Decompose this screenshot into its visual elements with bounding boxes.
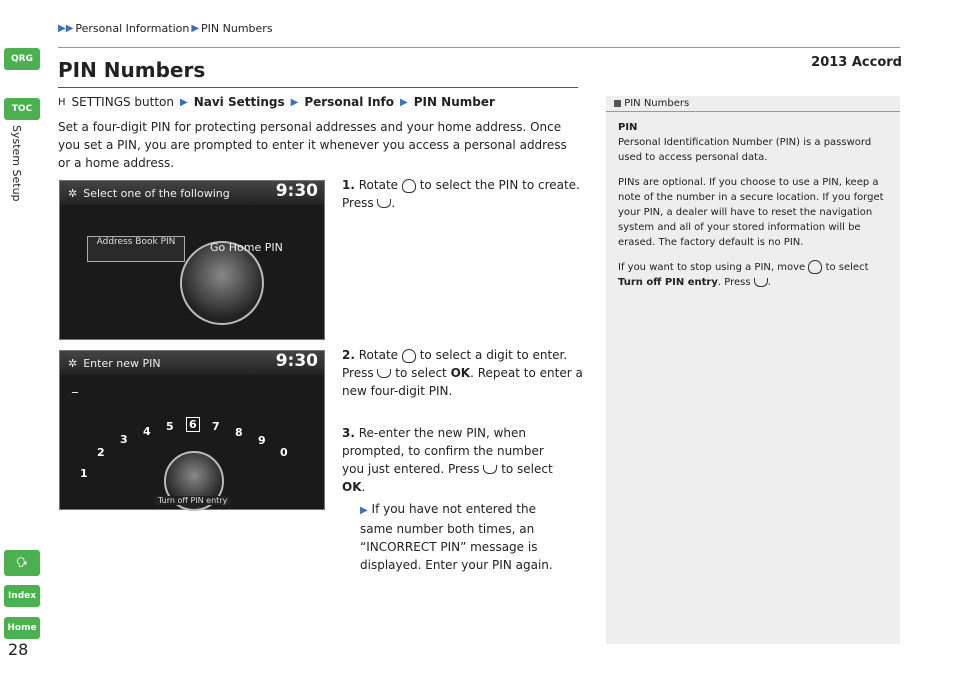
step-number: 2. xyxy=(342,348,355,362)
digit-key[interactable]: 4 xyxy=(143,425,151,438)
enter-press-icon xyxy=(377,199,391,208)
digit-key[interactable]: 8 xyxy=(235,426,243,439)
screen-header-text: Select one of the following xyxy=(83,186,230,200)
home-tab[interactable]: Home xyxy=(4,617,40,639)
step-2 xyxy=(342,346,586,400)
interface-dial-icon xyxy=(402,349,416,363)
digit-key[interactable]: 5 xyxy=(166,420,174,433)
index-tab[interactable]: Index xyxy=(4,585,40,607)
interface-dial-down-icon xyxy=(808,260,822,274)
qrg-tab[interactable]: QRG xyxy=(4,48,40,70)
interface-dial-icon xyxy=(402,179,416,193)
clock: 9:30 xyxy=(275,351,318,371)
step-text: to select a digit to enter. Press xyxy=(342,348,568,380)
section-label: System Setup xyxy=(10,125,23,202)
voice-command-icon: 🗣 xyxy=(16,558,28,568)
page-number: 28 xyxy=(8,640,29,659)
triangle-right-icon: ▶ xyxy=(191,23,200,34)
digit-key[interactable]: 7 xyxy=(212,420,220,433)
pin-cursor: _ xyxy=(72,379,78,393)
note-body xyxy=(606,112,900,298)
voice-tab[interactable] xyxy=(4,550,40,576)
step-3-substep xyxy=(360,500,570,574)
path-start: SETTINGS button xyxy=(71,95,175,109)
enter-press-icon xyxy=(483,465,497,474)
step-text: Rotate xyxy=(358,348,399,362)
enter-press-icon xyxy=(377,369,391,378)
digit-key[interactable]: 2 xyxy=(97,446,105,459)
gear-icon: ✲ xyxy=(68,356,78,370)
step-text: Re-enter the new PIN, when prompted, to confirm the number you just entered. Press xyxy=(342,426,544,476)
step-number: 1. xyxy=(342,178,355,192)
note-panel xyxy=(606,96,900,644)
path-item: PIN Number xyxy=(413,95,495,109)
turn-off-pin-label: Turn off PIN entry xyxy=(618,277,718,288)
note-header-text: PIN Numbers xyxy=(624,98,690,109)
step-text: . xyxy=(361,480,366,494)
model-name: 2013 Accord xyxy=(811,55,902,70)
ok-label: OK xyxy=(450,366,471,380)
gear-icon: ✲ xyxy=(68,186,78,200)
step-text: to select the PIN to create. Press xyxy=(342,178,580,210)
note-title: PIN xyxy=(618,122,638,133)
toc-tab[interactable]: TOC xyxy=(4,98,40,120)
step-text: to select xyxy=(501,462,553,476)
path-item: Navi Settings xyxy=(193,95,285,109)
note-paragraph-stop xyxy=(618,260,888,290)
enter-press-icon xyxy=(754,278,768,287)
ok-label: OK xyxy=(342,480,362,494)
note-paragraph: PINs are optional. If you choose to use a PIN, keep a note of the number in a secure location. If you forget your PIN, a dealer will have to reset the navigation system and all of your stored information will be erased. The factory default is no PIN. xyxy=(618,177,884,248)
note-text: to select xyxy=(825,262,869,273)
note-text: . xyxy=(767,277,771,288)
note-text: If you want to stop using a PIN, move xyxy=(618,262,806,273)
step-number: 3. xyxy=(342,426,355,440)
triangle-right-icon: ▶ xyxy=(180,96,188,108)
page-title: PIN Numbers xyxy=(58,58,206,82)
step-text: to select xyxy=(395,366,447,380)
triangle-right-icon: ▶ xyxy=(399,96,408,108)
digit-key[interactable]: 1 xyxy=(80,467,88,480)
path-item: Personal Info xyxy=(304,95,394,109)
header-divider xyxy=(58,47,900,48)
triangle-right-icon: ▶ xyxy=(290,96,299,108)
clock: 9:30 xyxy=(275,181,318,201)
screen-select-pin xyxy=(59,180,325,340)
digit-key[interactable]: 3 xyxy=(120,433,128,446)
intro-paragraph: Set a four-digit PIN for protecting personal addresses and your home address. Once you set a PIN, you are prompted to enter it whenever you access a personal address or a home address. xyxy=(58,120,567,170)
substep-text: If you have not entered the same number both times, an “INCORRECT PIN” message is displayed. Enter your PIN again. xyxy=(360,502,553,572)
screen-header-text: Enter new PIN xyxy=(83,356,161,370)
step-3 xyxy=(342,424,562,496)
turn-off-pin-button[interactable]: Turn off PIN entry xyxy=(155,496,230,505)
note-marker-icon xyxy=(614,100,621,107)
screen-enter-pin xyxy=(59,350,325,510)
breadcrumb xyxy=(58,22,273,35)
go-home-pin-option[interactable]: Go Home PIN xyxy=(210,241,283,254)
triangle-right-icon: ▶ xyxy=(360,505,368,516)
note-header xyxy=(606,96,900,112)
breadcrumb-item[interactable]: Personal Information xyxy=(75,22,190,35)
triangle-right-icon: ▶▶ xyxy=(58,23,74,34)
step-text: Rotate xyxy=(358,178,399,192)
note-text: . Press xyxy=(717,277,751,288)
navigation-path xyxy=(58,95,495,109)
note-definition: Personal Identification Number (PIN) is a password used to access personal data. xyxy=(618,137,872,163)
home-h-icon: H xyxy=(58,96,66,108)
breadcrumb-item[interactable]: PIN Numbers xyxy=(201,22,273,35)
step-text: . Repeat to enter a new four-digit PIN. xyxy=(342,366,583,398)
address-book-pin-option[interactable]: Address Book PIN xyxy=(87,236,185,262)
digit-key-selected[interactable]: 6 xyxy=(186,417,200,432)
title-underline xyxy=(58,87,578,88)
digit-key[interactable]: 9 xyxy=(258,434,266,447)
step-text: . xyxy=(391,196,396,210)
step-1 xyxy=(342,176,582,212)
digit-key[interactable]: 0 xyxy=(280,446,288,459)
